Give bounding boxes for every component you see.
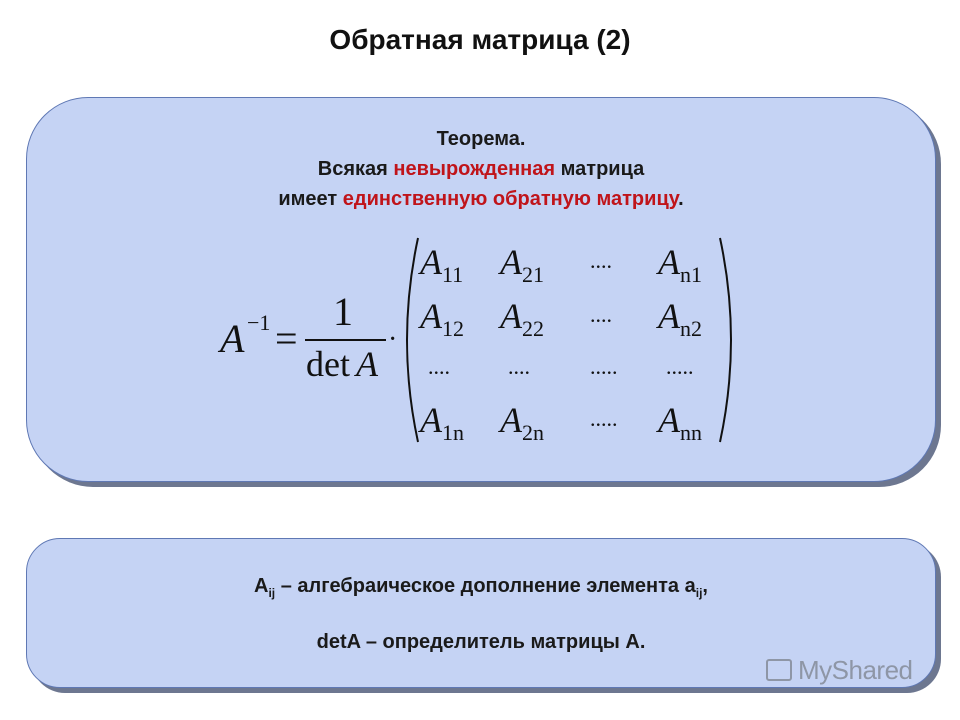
myshared-logo-icon xyxy=(766,659,792,681)
matrix-cell-1-0: A xyxy=(420,296,442,336)
slide-title: Обратная матрица (2) xyxy=(329,24,631,55)
matrix-cell-subscript-3-0: 1n xyxy=(442,420,464,445)
matrix-cell-subscript-3-1: 2n xyxy=(522,420,544,445)
formula-numerator: 1 xyxy=(333,289,353,334)
formula-lhs-base: A xyxy=(220,316,245,361)
formula-equals: = xyxy=(275,316,298,361)
notes-cofactor-symbol: A xyxy=(254,575,269,597)
matrix-cell-subscript-1-0: 12 xyxy=(442,316,464,341)
matrix-cells xyxy=(418,242,702,445)
formula-denominator-det: det xyxy=(306,344,350,384)
matrix-cell-0-1: A xyxy=(500,242,522,282)
theorem-heading: Теорема. xyxy=(436,128,526,150)
matrix-cell-1-3: A xyxy=(658,296,680,336)
matrix-cell-subscript-1-3: n2 xyxy=(680,316,702,341)
matrix-cell-subscript-3-3: nn xyxy=(680,420,702,445)
matrix-cell-ellipsis-2-3: ..... xyxy=(666,354,694,379)
matrix-cell-3-0: A xyxy=(420,400,442,440)
matrix-cell-3-1: A xyxy=(500,400,522,440)
formula-lhs-exponent: −1 xyxy=(247,310,271,335)
watermark-text: MyShared xyxy=(798,655,913,685)
matrix-cell-subscript-0-3: n1 xyxy=(680,262,702,287)
formula-dot: · xyxy=(388,324,398,355)
matrix-cell-ellipsis-2-1: .... xyxy=(508,354,530,379)
theorem-line-2-emphasis: невырожденная xyxy=(393,158,556,180)
watermark xyxy=(766,655,913,686)
notes-cofactor-subscript: ij xyxy=(268,586,276,600)
matrix-cell-1-1: A xyxy=(500,296,522,336)
notes-line-1 xyxy=(27,575,935,600)
matrix-cell-3-3: A xyxy=(658,400,680,440)
matrix-right-paren xyxy=(720,238,731,442)
matrix-left-paren xyxy=(407,238,418,442)
matrix-cell-ellipsis-3-2: ..... xyxy=(590,406,618,431)
matrix-cell-0-3: A xyxy=(658,242,680,282)
theorem-line-3-end: . xyxy=(678,188,684,210)
matrix-cell-ellipsis-2-2: ..... xyxy=(590,354,618,379)
notes-line-2: detA – определитель матрицы A. xyxy=(316,631,646,653)
matrix-cell-ellipsis-1-2: .... xyxy=(590,302,612,327)
matrix-cell-0-0: A xyxy=(420,242,442,282)
matrix-cell-ellipsis-2-0: .... xyxy=(428,354,450,379)
theorem-line-3-start: имеет xyxy=(278,188,343,210)
notes-line-1-end: , xyxy=(702,575,708,597)
theorem-line-3-emphasis: единственную обратную матрицу xyxy=(342,188,679,210)
theorem-line-2-start: Всякая xyxy=(317,158,394,180)
notes-cofactor-text: – алгебраическое дополнение элемента a xyxy=(275,575,696,597)
notes-element-subscript: ij xyxy=(695,586,703,600)
matrix-cell-subscript-1-1: 22 xyxy=(522,316,544,341)
matrix-cell-subscript-0-0: 11 xyxy=(442,262,464,287)
formula-denominator-var: A xyxy=(356,344,378,384)
matrix-cell-subscript-0-1: 21 xyxy=(522,262,544,287)
theorem-line-2-end: матрица xyxy=(555,158,645,180)
matrix-cell-ellipsis-0-2: .... xyxy=(590,248,612,273)
